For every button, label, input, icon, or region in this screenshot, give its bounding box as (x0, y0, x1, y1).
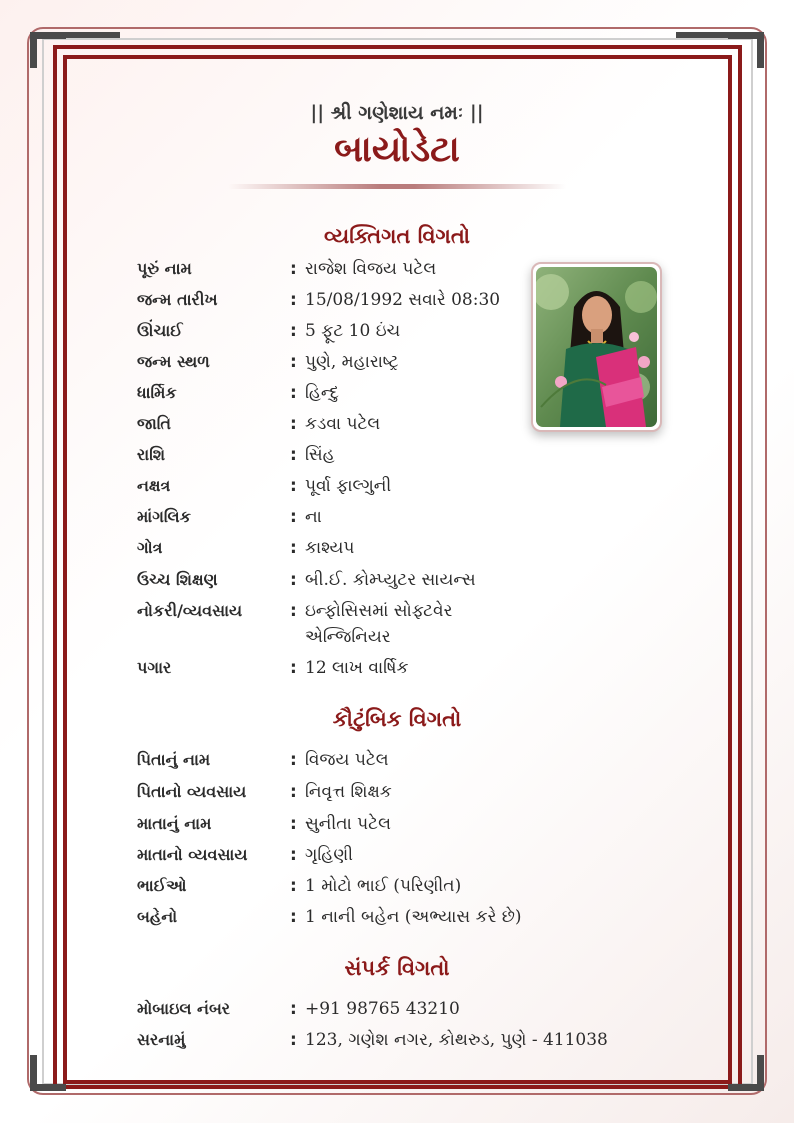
detail-label: મોબાઇલ નંબર (137, 999, 231, 1018)
title-divider (228, 184, 566, 189)
detail-label: પગાર (137, 658, 172, 677)
detail-value: સિંહ (305, 445, 335, 465)
detail-label: ઉચ્ચ શિક્ષણ (137, 570, 218, 589)
detail-label: ભાઈઓ (137, 876, 187, 895)
detail-label: જાતિ (137, 414, 172, 433)
detail-value: વિજય પટેલ (305, 750, 389, 770)
detail-label: માતાનો વ્યવસાય (137, 845, 248, 864)
detail-value: પૂર્વા ફાલ્ગુની (305, 476, 392, 496)
detail-value: સુનીતા પટેલ (305, 814, 391, 834)
detail-label: પિતાનો વ્યવસાય (137, 782, 247, 801)
detail-label: જન્મ સ્થળ (137, 352, 210, 371)
address-value: 123, ગણેશ નગર, કોથરુડ, પુણે - 411038 (305, 1030, 608, 1050)
page-title: બાયોડેટા (334, 128, 460, 170)
detail-value: હિન્દુ (305, 383, 339, 403)
detail-label: નોકરી/વ્યવસાય (137, 601, 243, 620)
detail-label: ગોત્ર (137, 538, 163, 557)
detail-value: પુણે, મહારાષ્ટ્ર (305, 352, 399, 372)
detail-value: 1 મોટો ભાઈ (પરિણીત) (305, 876, 462, 896)
detail-value: રાજેશ વિજય પટેલ (305, 259, 437, 279)
corner-ornament-bottom-right (728, 1055, 764, 1091)
detail-label: રાશિ (137, 445, 166, 464)
detail-label: માંગલિક (137, 507, 191, 526)
detail-value: નિવૃત્ત શિક્ષક (305, 782, 392, 802)
section-title-contact: સંપર્ક વિગતો (344, 955, 450, 980)
detail-value: કડવા પટેલ (305, 414, 381, 434)
mobile-number: +91 98765 43210 (305, 999, 460, 1019)
invocation-text: || શ્રી ગણેશાય નમઃ || (310, 102, 484, 124)
detail-label: બહેનો (137, 907, 178, 926)
detail-label: ઊંચાઈ (137, 321, 183, 340)
detail-value: ઇન્ફોસિસમાં સોફ્ટવેર એન્જિનિયર (305, 601, 453, 647)
corner-bar-top-right (676, 32, 752, 38)
detail-label: પૂરું નામ (137, 259, 192, 278)
detail-value: ગૃહિણી (305, 845, 354, 865)
detail-value: 1 નાની બહેન (અભ્યાસ કરે છે) (305, 907, 522, 927)
corner-bar-top-left (44, 32, 120, 38)
detail-value: 5 ફૂટ 10 ઇંચ (305, 321, 401, 341)
detail-label: ધાર્મિક (137, 383, 177, 402)
detail-label: સરનામું (137, 1030, 186, 1049)
portrait-image (536, 267, 657, 427)
section-title-family: કૌટુંબિક વિગતો (332, 706, 462, 731)
detail-value: 15/08/1992 સવારે 08:30 (305, 290, 501, 310)
detail-value: કાશ્યપ (305, 538, 355, 558)
profile-photo (531, 262, 662, 432)
section-title-personal: વ્યક્તિગત વિગતો (323, 223, 471, 248)
corner-ornament-bottom-left (30, 1055, 66, 1091)
detail-label: નક્ષત્ર (137, 476, 171, 495)
detail-value: બી.ઈ. કોમ્પ્યુટર સાયન્સ (305, 570, 476, 590)
detail-label: પિતાનું નામ (137, 750, 211, 769)
detail-label: જન્મ તારીખ (137, 290, 218, 309)
detail-value: 12 લાખ વાર્ષિક (305, 658, 409, 678)
detail-value: ના (305, 507, 322, 527)
detail-label: માતાનું નામ (137, 814, 212, 833)
